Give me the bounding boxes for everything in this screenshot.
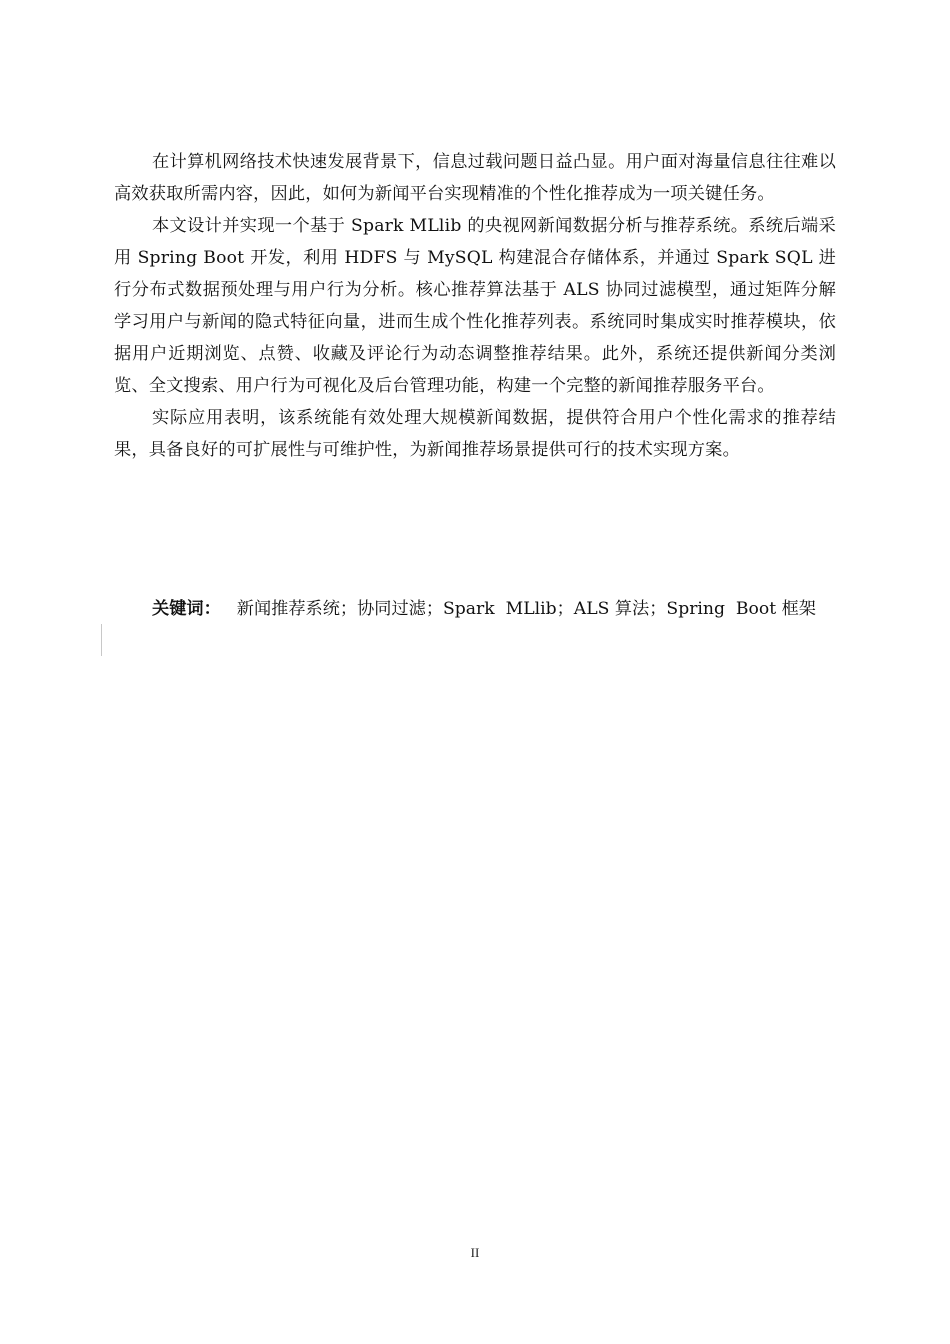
keywords-line: [152, 595, 852, 623]
abstract-paragraph-3: 实际应用表明，该系统能有效处理大规模新闻数据，提供符合用户个性化需求的推荐结果，具备良好的可扩展性与可维护性，为新闻推荐场景提供可行的技术实现方案。: [114, 408, 836, 460]
keywords-text: 新闻推荐系统；协同过滤；Spark MLlib；ALS 算法；Spring Boot 框架: [236, 599, 816, 619]
abstract-paragraph-1: 在计算机网络技术快速发展背景下，信息过载问题日益凸显。用户面对海量信息往往难以高效获取所需内容，因此，如何为新闻平台实现精准的个性化推荐成为一项关键任务。: [114, 152, 836, 204]
abstract-paragraph-2: 本文设计并实现一个基于 Spark MLlib 的央视网新闻数据分析与推荐系统。系统后端采用 Spring Boot 开发，利用 HDFS 与 MySQL 构建混合存储体系，并通过 Spark SQL 进行分布式数据预处理与用户行为分析。核心推荐算法基于 ALS 协同过滤模型，通过矩阵分解学习用户与新闻的隐式特征向量，进而生成个性化推荐列表。系统同时集成实时推荐模块，依据用户近期浏览、点赞、收藏及评论行为动态调整推荐结果。此外，系统还提供新闻分类浏览、全文搜索、用户行为可视化及后台管理功能，构建一个完整的新闻推荐服务平台。: [114, 216, 836, 396]
abstract-body: [114, 146, 836, 466]
keywords-label: 关键词：: [152, 599, 221, 619]
text-cursor[interactable]: [101, 624, 102, 656]
page-number: II: [470, 1245, 480, 1260]
